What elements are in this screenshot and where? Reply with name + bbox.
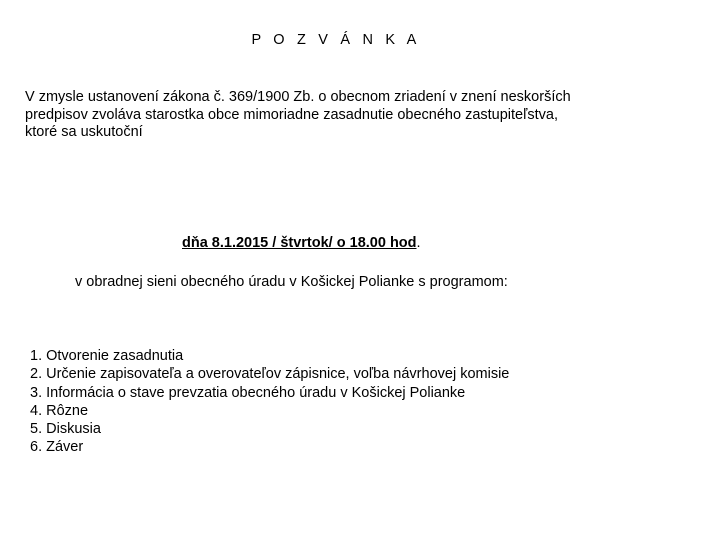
agenda-item: 4. Rôzne [30,402,89,419]
agenda-list [30,347,509,457]
meeting-place: v obradnej sieni obecného úradu v Košickej Polianke s programom: [75,274,508,290]
agenda-item: 2. Určenie zapisovateľa a overovateľov zápisnice, voľba návrhovej komisie [30,366,510,383]
agenda-item: 3. Informácia o stave prevzatia obecného úradu v Košickej Polianke [30,384,466,401]
document-title: P O Z V Á N K A [251,32,421,48]
intro-line-1: V zmysle ustanovení zákona č. 369/1900 Zb. o obecnom zriadení v znení neskorších [25,89,571,105]
agenda-item: 6. Záver [30,439,84,456]
intro-line-2: predpisov zvoláva starostka obce mimoriadne zasadnutie obecného zastupiteľstva, [25,106,558,123]
agenda-item: 5. Diskusia [30,421,101,438]
meeting-date-period: . [416,235,421,251]
intro-paragraph [25,89,705,142]
intro-line-3: ktoré sa uskutoční [25,124,143,140]
meeting-date-text: dňa 8.1.2015 / štvrtok/ o 18.00 hod [182,235,417,251]
meeting-date [182,235,421,251]
agenda-item: 1. Otvorenie zasadnutia [30,348,184,364]
